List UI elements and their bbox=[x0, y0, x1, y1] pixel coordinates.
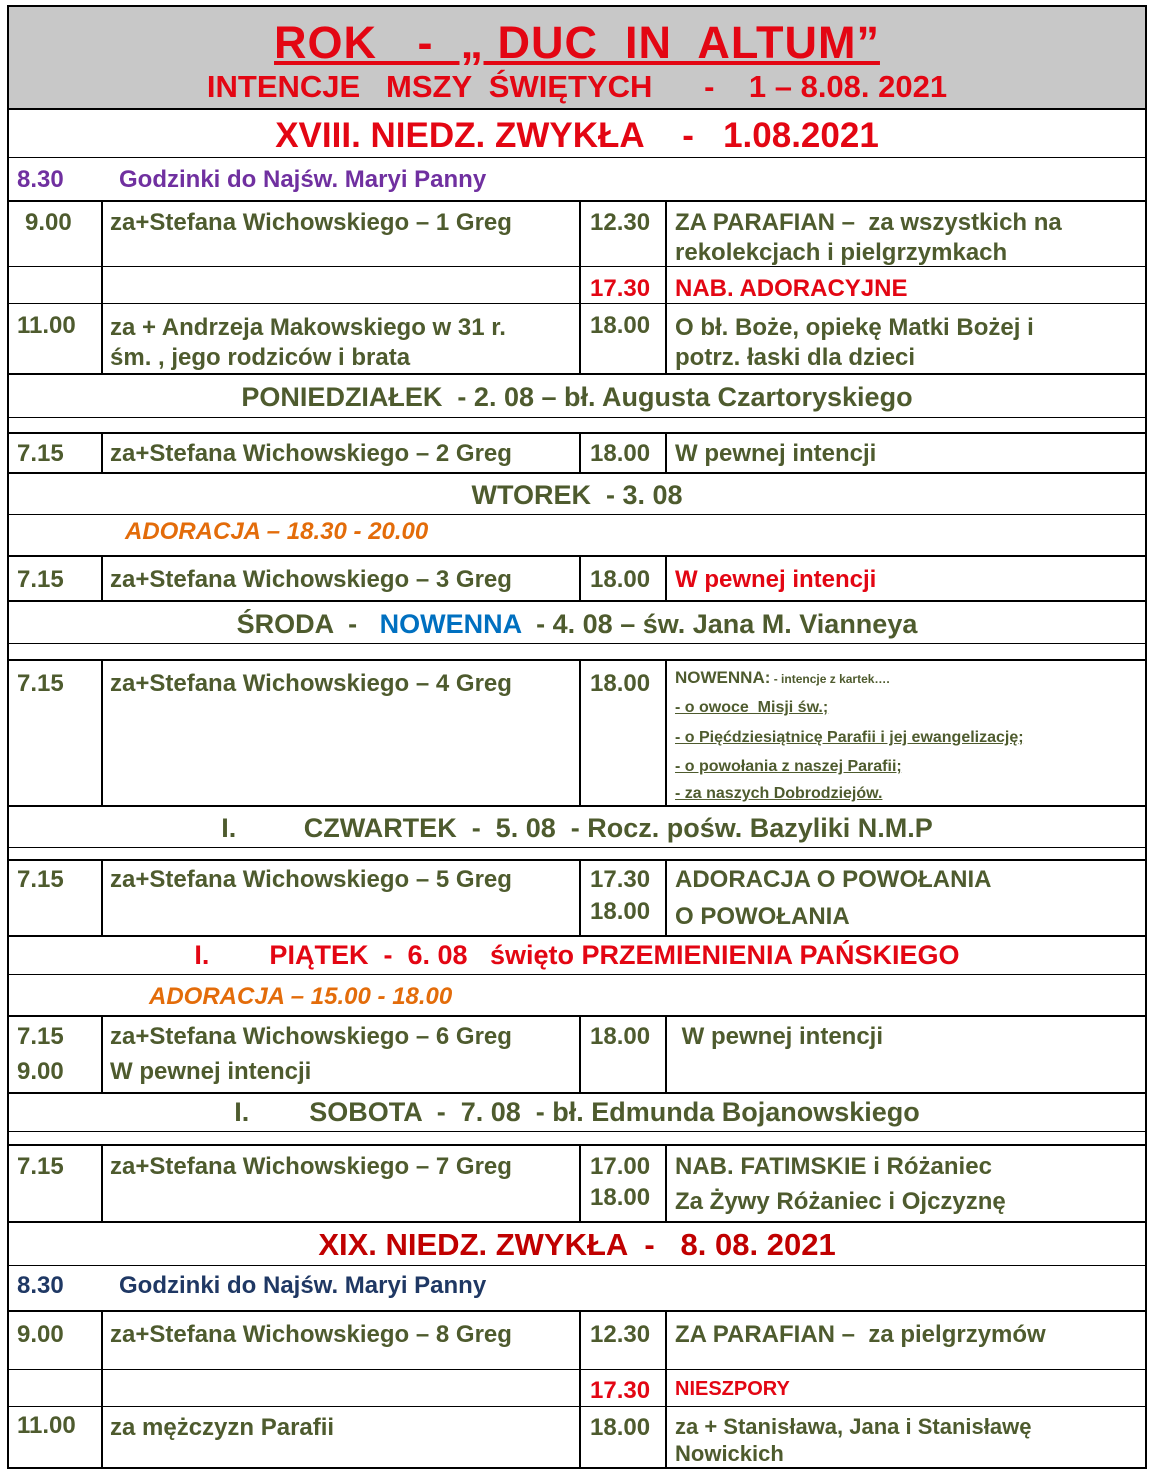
friday-time-left-1: 7.15 bbox=[17, 1023, 64, 1050]
monday-time-right: 18.00 bbox=[590, 440, 651, 467]
novena-label-line bbox=[675, 667, 890, 690]
monday-text-left: za+Stefana Wichowskiego – 2 Greg bbox=[110, 440, 512, 467]
wednesday-time-left: 7.15 bbox=[17, 670, 64, 697]
thursday-text-right-2: O POWOŁANIA bbox=[675, 903, 850, 930]
thursday-time-right-1: 17.30 bbox=[590, 866, 651, 893]
tuesday-heading: WTOREK - 3. 08 bbox=[471, 480, 683, 510]
sunday1-row1-time-right: 12.30 bbox=[590, 209, 651, 236]
thursday-time-left: 7.15 bbox=[17, 866, 64, 893]
friday-adoration: ADORACJA – 15.00 - 18.00 bbox=[149, 983, 453, 1010]
thursday-text-right-1: ADORACJA O POWOŁANIA bbox=[675, 866, 992, 893]
friday-time-left-2: 9.00 bbox=[17, 1058, 64, 1085]
sunday2-heading: XIX. NIEDZ. ZWYKŁA - 8. 08. 2021 bbox=[318, 1227, 836, 1262]
tuesday-adoration: ADORACJA – 18.30 - 20.00 bbox=[125, 518, 429, 545]
thursday-time-right-2: 18.00 bbox=[590, 898, 651, 925]
sunday2-row3-text-left: za mężczyzn Parafii bbox=[110, 1414, 335, 1441]
saturday-text-right-2: Za Żywy Różaniec i Ojczyznę bbox=[675, 1188, 1006, 1215]
novena-item-3: - o powołania z naszej Parafii; bbox=[675, 758, 902, 775]
sunday1-special-text: Godzinki do Najśw. Maryi Panny bbox=[119, 166, 487, 193]
sunday2-special-time: 8.30 bbox=[17, 1272, 64, 1299]
sunday2-row2-time-right: 17.30 bbox=[590, 1377, 651, 1404]
tuesday-time-right: 18.00 bbox=[590, 566, 651, 593]
sunday1-special-time: 8.30 bbox=[17, 166, 64, 193]
wednesday-heading-day: ŚRODA - bbox=[236, 609, 380, 639]
sunday1-heading: XVIII. NIEDZ. ZWYKŁA - 1.08.2021 bbox=[275, 116, 879, 155]
wednesday-text-left: za+Stefana Wichowskiego – 4 Greg bbox=[110, 670, 512, 697]
saturday-text-right-1: NAB. FATIMSKIE i Różaniec bbox=[675, 1153, 992, 1180]
saturday-time-left: 7.15 bbox=[17, 1153, 64, 1180]
sunday1-row1-text-right-2: rekolekcjach i pielgrzymkach bbox=[675, 239, 1008, 266]
novena-item-4: - za naszych Dobrodziejów. bbox=[675, 785, 883, 802]
sunday2-row2-text-right: NIESZPORY bbox=[675, 1378, 790, 1400]
banner-title: ROK - „ DUC IN ALTUM” bbox=[274, 17, 880, 68]
friday-text-left-2: W pewnej intencji bbox=[110, 1058, 312, 1085]
sunday1-row1-text-right-1: ZA PARAFIAN – za wszystkich na bbox=[675, 209, 1062, 236]
sunday1-row1-time-left: 9.00 bbox=[25, 209, 72, 236]
wednesday-heading-novena: NOWENNA bbox=[379, 609, 522, 639]
sunday1-row3-time-left: 11.00 bbox=[17, 312, 76, 339]
sunday1-row3-text-left-1: za + Andrzeja Makowskiego w 31 r. bbox=[110, 314, 506, 341]
saturday-time-right-2: 18.00 bbox=[590, 1184, 651, 1211]
banner-subtitle: INTENCJE MSZY ŚWIĘTYCH - 1 – 8.08. 2021 bbox=[206, 69, 948, 104]
banner bbox=[9, 7, 1145, 110]
sunday1-row3-time-right: 18.00 bbox=[590, 312, 651, 339]
thursday-text-left: za+Stefana Wichowskiego – 5 Greg bbox=[110, 866, 512, 893]
wednesday-time-right: 18.00 bbox=[590, 670, 651, 697]
sunday2-row1-text-right: ZA PARAFIAN – za pielgrzymów bbox=[675, 1321, 1046, 1348]
sunday2-row1-time-right: 12.30 bbox=[590, 1321, 651, 1348]
sunday1-row3-text-right-1: O bł. Boże, opiekę Matki Bożej i bbox=[675, 314, 1034, 341]
friday-time-right: 18.00 bbox=[590, 1023, 651, 1050]
sunday1-row2-text-right: NAB. ADORACYJNE bbox=[675, 275, 908, 302]
tuesday-time-left: 7.15 bbox=[17, 566, 64, 593]
sunday1-row1-text-left: za+Stefana Wichowskiego – 1 Greg bbox=[110, 209, 512, 236]
saturday-heading: I. SOBOTA - 7. 08 - bł. Edmunda Bojanowskiego bbox=[234, 1097, 920, 1127]
saturday-time-right-1: 17.00 bbox=[590, 1153, 651, 1180]
monday-heading: PONIEDZIAŁEK - 2. 08 – bł. Augusta Czartoryskiego bbox=[241, 382, 913, 412]
friday-text-right: W pewnej intencji bbox=[675, 1023, 884, 1050]
sunday1-row3-text-right-2: potrz. łaski dla dzieci bbox=[675, 344, 916, 371]
novena-item-1: - o owoce Misji św.; bbox=[675, 699, 829, 716]
sunday2-row1-text-left: za+Stefana Wichowskiego – 8 Greg bbox=[110, 1321, 512, 1348]
sunday2-row3-time-left: 11.00 bbox=[17, 1412, 76, 1439]
sunday1-row2-time-right: 17.30 bbox=[590, 275, 651, 302]
mass-intentions-sheet bbox=[7, 5, 1147, 1469]
friday-text-left-1: za+Stefana Wichowskiego – 6 Greg bbox=[110, 1023, 512, 1050]
wednesday-heading-rest: - 4. 08 – św. Jana M. Vianneya bbox=[521, 609, 918, 639]
sunday2-row1-time-left: 9.00 bbox=[17, 1321, 64, 1348]
tuesday-text-right: W pewnej intencji bbox=[675, 566, 877, 593]
wednesday-heading bbox=[9, 608, 1145, 640]
saturday-text-left: za+Stefana Wichowskiego – 7 Greg bbox=[110, 1153, 512, 1180]
friday-heading: I. PIĄTEK - 6. 08 święto PRZEMIENIENIA PAŃSKIEGO bbox=[194, 940, 960, 970]
novena-label: NOWENNA: bbox=[675, 668, 771, 687]
thursday-heading: I. CZWARTEK - 5. 08 - Rocz. pośw. Bazyliki N.M.P bbox=[221, 813, 933, 843]
sunday2-row3-time-right: 18.00 bbox=[590, 1414, 651, 1441]
novena-item-2: - o Pięćdziesiątnicę Parafii i jej ewangelizację; bbox=[675, 729, 1024, 746]
sunday2-special-text: Godzinki do Najśw. Maryi Panny bbox=[119, 1272, 487, 1299]
tuesday-text-left: za+Stefana Wichowskiego – 3 Greg bbox=[110, 566, 512, 593]
novena-note: - intencje z kartek…. bbox=[770, 672, 890, 686]
monday-time-left: 7.15 bbox=[17, 440, 64, 467]
sunday1-row3-text-left-2: śm. , jego rodziców i brata bbox=[110, 344, 411, 371]
monday-text-right: W pewnej intencji bbox=[675, 440, 877, 467]
sunday2-row3-text-right-2: Nowickich bbox=[675, 1441, 784, 1466]
sunday2-row3-text-right-1: za + Stanisława, Jana i Stanisławę bbox=[675, 1414, 1032, 1439]
